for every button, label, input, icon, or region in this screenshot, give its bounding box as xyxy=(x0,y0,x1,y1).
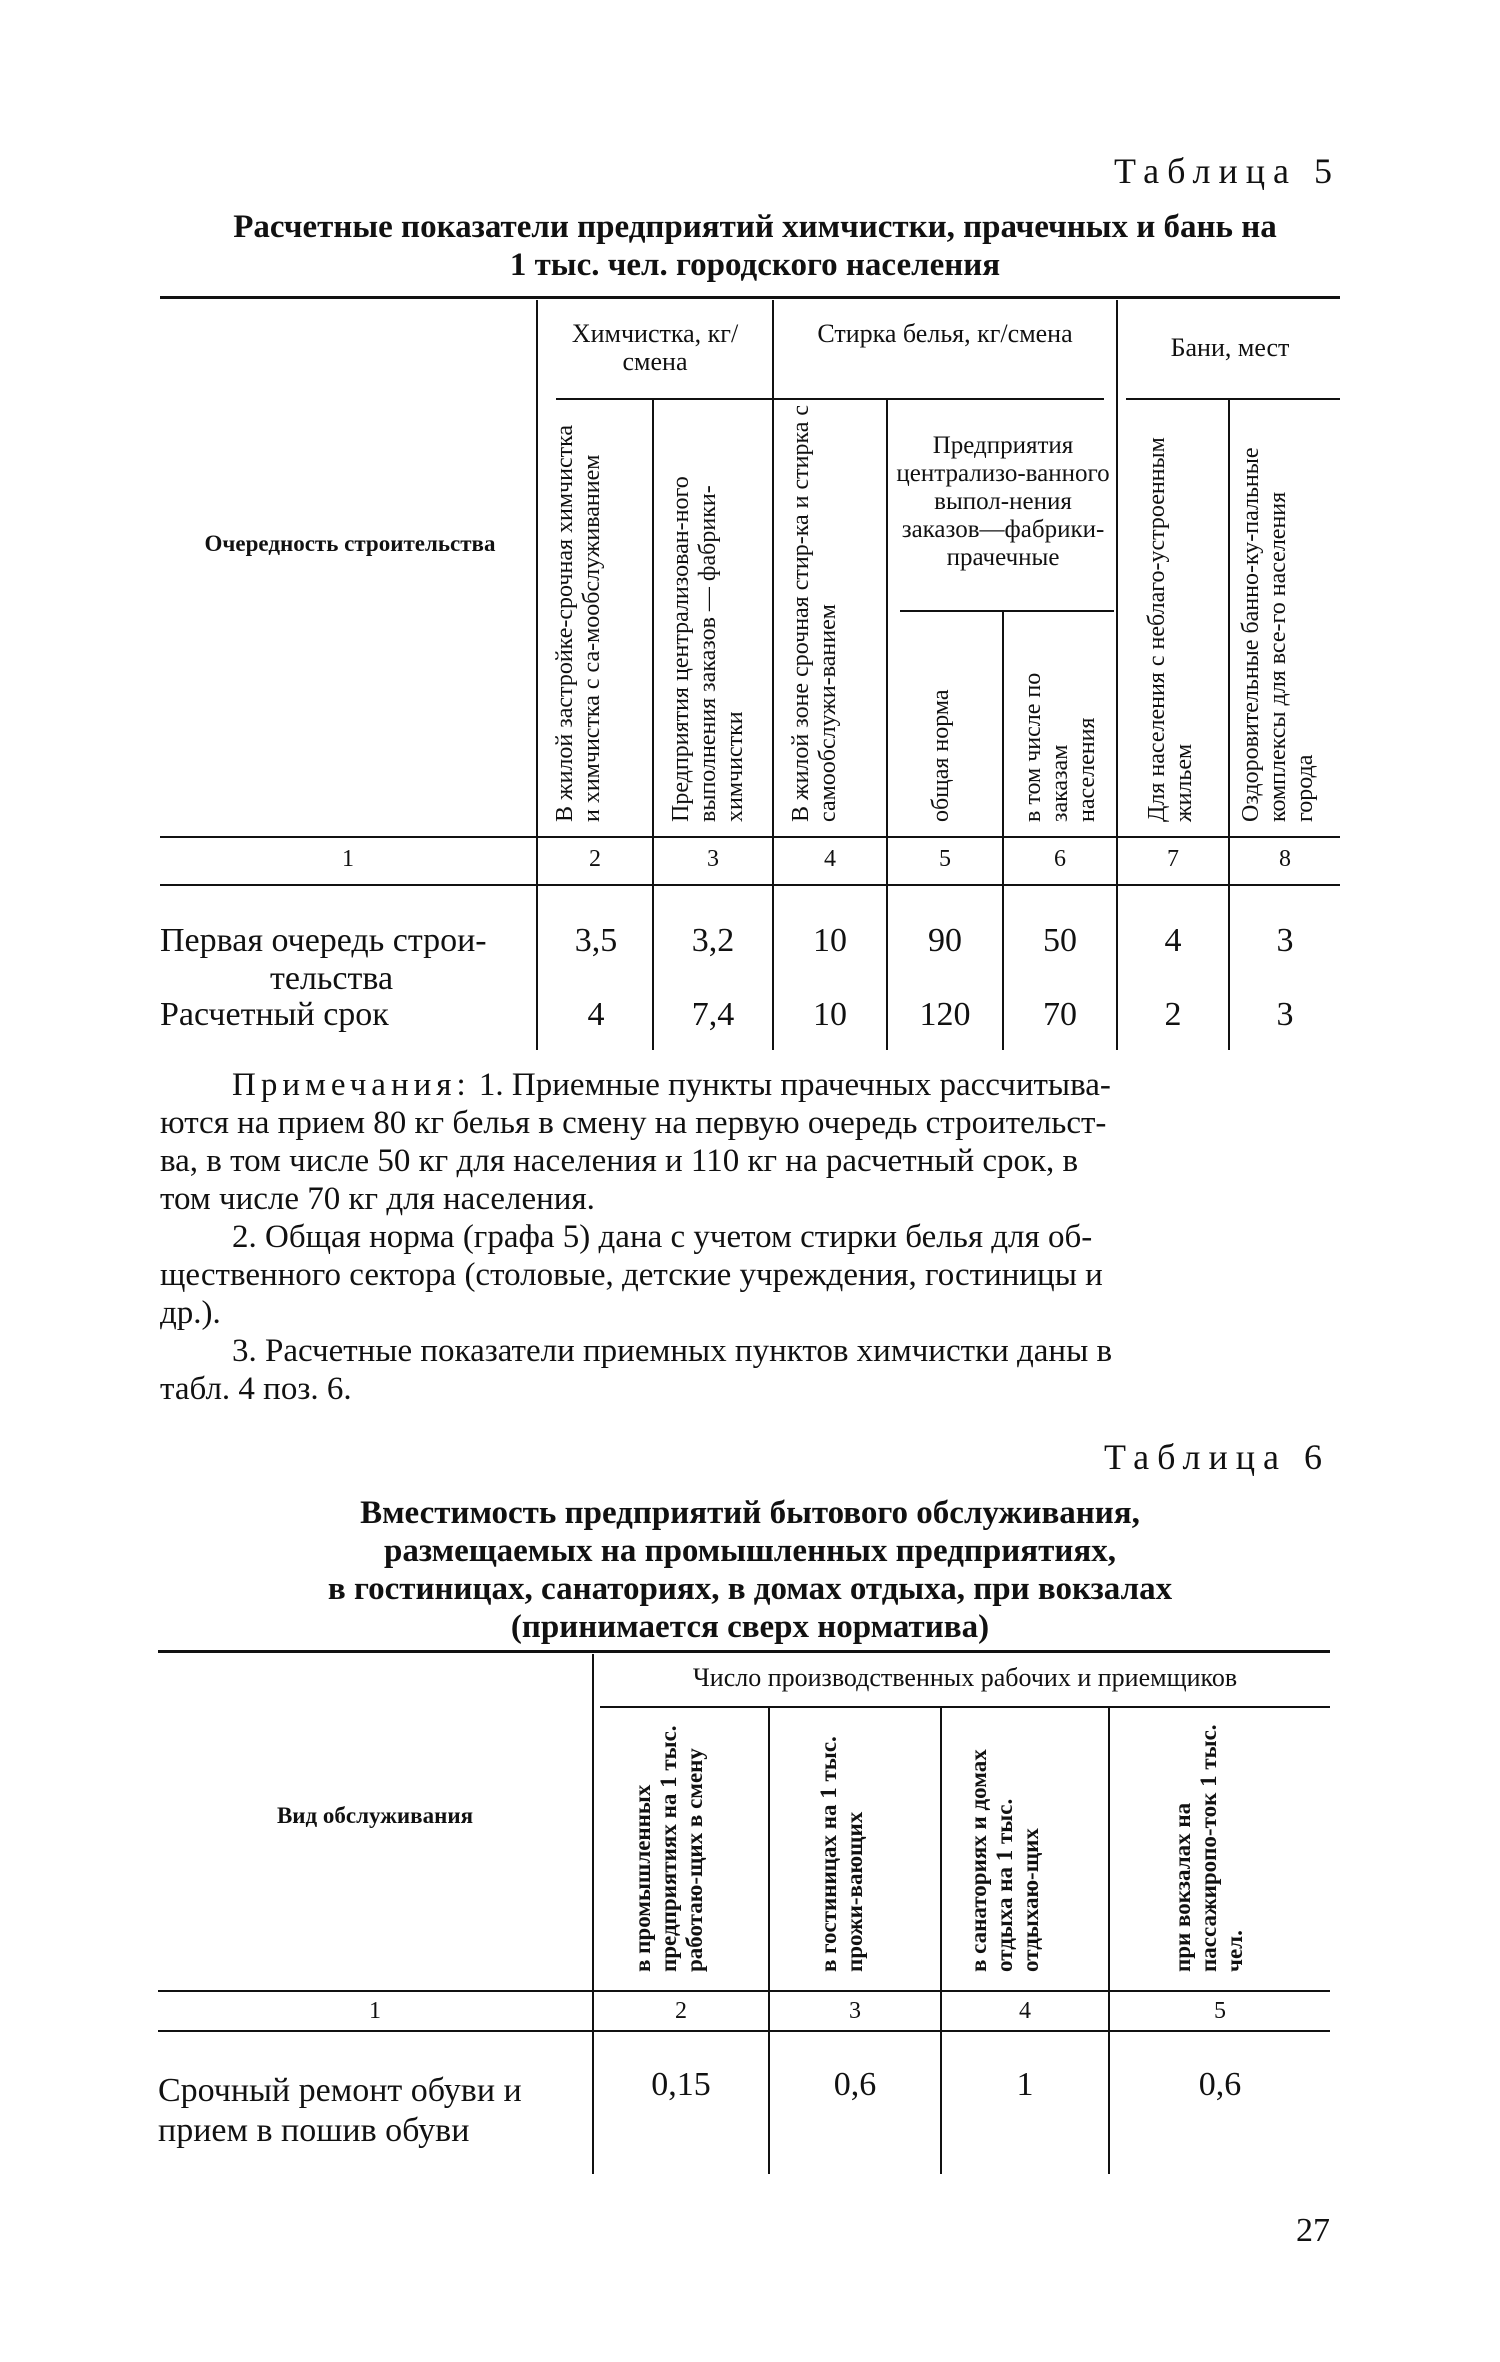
table6-col1-header: Вид обслуживания xyxy=(276,1803,474,1828)
table6-col5-header: при вокзалах на пассажиропо-ток 1 тыс. чел. xyxy=(1170,1724,1247,1972)
note2-line2: щественного сектора (столовые, детские учреждения, гостиницы и xyxy=(160,1257,1103,1293)
table5-group-laundry: Стирка белья, кг/смена xyxy=(817,319,1073,348)
note1-line3: ва, в том числе 50 кг для населения и 110 кг на расчетный срок, в xyxy=(160,1143,1079,1179)
table5-colnum-1: 1 xyxy=(342,846,354,872)
table5-col5-header: общая норма xyxy=(928,689,954,822)
table6-colnum-3: 3 xyxy=(849,1998,861,2024)
table6-group-header: Число производственных рабочих и приемщиков xyxy=(692,1663,1238,1692)
table5-cell: 4 xyxy=(1164,922,1182,959)
table5-subgroup-central-laundry: Предприятия централизо-ванного выпол-нения заказов—фабрики-прачечные xyxy=(896,432,1110,571)
page-number: 27 xyxy=(1296,2212,1330,2249)
table5-colnum-4: 4 xyxy=(824,846,836,872)
table6-title-line3: в гостиницах, санаториях, в домах отдыха, при вокзалах xyxy=(327,1571,1173,1607)
note2-line3: др.). xyxy=(160,1295,221,1331)
table5-cell: 3 xyxy=(1276,996,1294,1033)
table6-title-line1: Вместимость предприятий бытового обслуживания, xyxy=(360,1495,1140,1531)
table5-label: Таблица 5 xyxy=(1114,151,1340,191)
note3-line2: табл. 4 поз. 6. xyxy=(160,1371,352,1407)
table6-cell: 0,6 xyxy=(1198,2066,1242,2103)
note1-line2: ются на прием 80 кг белья в смену на первую очередь строительст- xyxy=(160,1105,1107,1141)
table5-title-line1: Расчетные показатели предприятий химчистки, прачечных и бань на xyxy=(233,209,1277,245)
notes-heading: Примечания: xyxy=(232,1067,471,1103)
table6-colnum-2: 2 xyxy=(675,1998,687,2024)
table5-cell: 70 xyxy=(1043,996,1077,1033)
table6-label: Таблица 6 xyxy=(1104,1437,1330,1477)
table5-row1-label-cont: тельства xyxy=(270,960,394,997)
table5-cell: 3 xyxy=(1276,922,1294,959)
table6-col4-header: в санаториях и домах отдыха на 1 тыс. отдыхаю-щих xyxy=(966,1749,1043,1972)
table5-cell: 4 xyxy=(587,996,605,1033)
table5-cell: 3,5 xyxy=(574,922,618,959)
table6-col3-header: в гостиницах на 1 тыс. прожи-вающих xyxy=(816,1736,867,1972)
table5-cell: 90 xyxy=(928,922,962,959)
table5-colnum-7: 7 xyxy=(1167,846,1179,872)
table5-group-baths: Бани, мест xyxy=(1170,333,1290,362)
note3-line1: 3. Расчетные показатели приемных пунктов химчистки даны в xyxy=(232,1333,1113,1369)
table5-col2-header: В жилой застройке-срочная химчистка и химчистка с са-мообслуживанием xyxy=(552,424,605,822)
table5-row1-label: Первая очередь строи- xyxy=(160,922,487,959)
table6-col2-header: в промышленных предприятиях на 1 тыс. работаю-щих в смену xyxy=(630,1725,707,1972)
table5-group-dry-cleaning: Химчистка, кг/смена xyxy=(571,319,739,376)
table6-cell: 1 xyxy=(1016,2066,1034,2103)
table5-colnum-5: 5 xyxy=(939,846,951,872)
table5-title-line2: 1 тыс. чел. городского населения xyxy=(509,247,1001,283)
table5-cell: 3,2 xyxy=(691,922,735,959)
table5-col8-header: Оздоровительные банно-ку-пальные комплексы для все-го населения города xyxy=(1238,447,1318,822)
table6-cell: 0,6 xyxy=(833,2066,877,2103)
table5-col4-header: В жилой зоне срочная стир-ка и стирка с самообслужи-ванием xyxy=(788,404,841,822)
table5-colnum-8: 8 xyxy=(1279,846,1291,872)
table5-colnum-2: 2 xyxy=(589,846,601,872)
table5-cell: 10 xyxy=(813,922,847,959)
table5-col6-header: в том числе по заказам населения xyxy=(1020,672,1100,822)
table5-cell: 10 xyxy=(813,996,847,1033)
table6-colnum-4: 4 xyxy=(1019,1998,1031,2024)
table5-cell: 7,4 xyxy=(691,996,735,1033)
table6-title-line2: размещаемых на промышленных предприятиях, xyxy=(384,1533,1116,1569)
table5-colnum-3: 3 xyxy=(707,846,719,872)
table5-cell: 2 xyxy=(1164,996,1182,1033)
table5-row2-label: Расчетный срок xyxy=(160,996,389,1033)
note1-text: 1. Приемные пункты прачечных рассчитыва- xyxy=(470,1067,1111,1103)
note2-line1: 2. Общая норма (графа 5) дана с учетом стирки белья для об- xyxy=(232,1219,1093,1255)
note1-line4: том числе 70 кг для населения. xyxy=(160,1181,595,1217)
table5-col1-header: Очередность строительства xyxy=(204,531,496,556)
table6-row1-label-cont: прием в пошив обуви xyxy=(158,2112,470,2149)
table5-col3-header: Предприятия централизован-ного выполнения заказов — фабрики-химчистки xyxy=(668,476,748,822)
table5-colnum-6: 6 xyxy=(1054,846,1066,872)
note1-line1 xyxy=(160,1066,1340,1104)
table5-col7-header: Для населения с неблаго-устроенным жильем xyxy=(1144,437,1197,822)
table6-title-line4: (принимается сверх норматива) xyxy=(510,1609,990,1645)
table6-colnum-1: 1 xyxy=(369,1998,381,2024)
table5-cell: 120 xyxy=(919,996,971,1033)
table6-row1-label: Срочный ремонт обуви и xyxy=(158,2072,522,2109)
table6-cell: 0,15 xyxy=(651,2066,711,2103)
table6-colnum-5: 5 xyxy=(1214,1998,1226,2024)
table5-cell: 50 xyxy=(1043,922,1077,959)
